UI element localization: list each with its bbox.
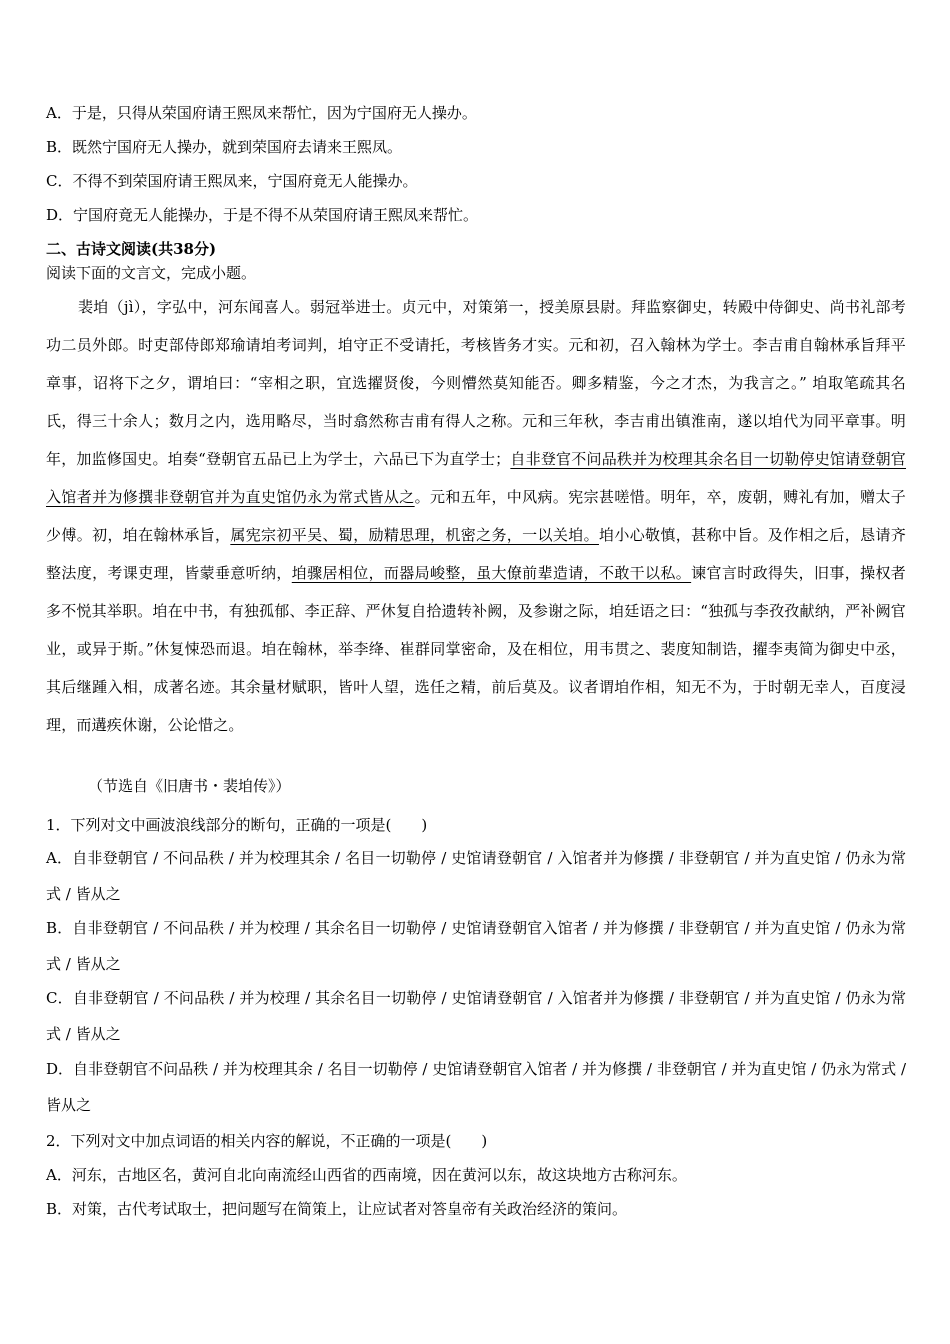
section-instruction: 阅读下面的文言文，完成小题。 <box>46 264 257 282</box>
question-2-option-a: A．河东，古地区名，黄河自北向南流经山西省的西南境，因在黄河以东，故这块地方古称河东。 <box>46 1166 687 1184</box>
passage-text-2: 。元和五年，中风病。宪宗甚嗟惜。明年，卒，废朝，赙礼有加，赠太子少傅。初，垍在翰林承旨， <box>46 488 906 544</box>
passage-text-1: 裴垍（jì），字弘中，河东闻喜人。弱冠举进士。贞元中，对策第一，授美原县尉。拜监察御史，转殿中侍御史、尚书礼部考功二员外郎。时吏部侍郎郑瑜请垍考词判，垍守正不受请托，考核皆务才实。元和初，召入翰林为学士。李吉甫自翰林承旨拜平章事，诏将下之夕，谓垍曰：“宰相之职，宜选擢贤俊，今则懵然莫知能否。卿多精鉴，今之才杰，为我言之。” 垍取笔疏其名氏，得三十余人；数月之内，选用略尽，当时翕然称吉甫有得人之称。元和三年秋，李吉甫出镇淮南，遂以垍代为同平章事。明年，加监修国史。垍奏“登朝官五品已上为学士，六品已下为直学士； <box>46 298 906 468</box>
passage-text-3: 垍小心敬慎，甚称中旨。及作相之后，恳请齐整法度，考课吏理，皆蒙垂意听纳， <box>46 526 906 582</box>
section-title: 二、古诗文阅读(共38分) <box>46 240 217 258</box>
passage-paragraph <box>46 288 906 744</box>
prev-option-a: A．于是，只得从荣国府请王熙凤来帮忙，因为宁国府无人操办。 <box>46 104 477 122</box>
question-1-option-d: D．自非登朝官不问品秩 / 并为校理其余 / 名目一切勒停 / 史馆请登朝官入馆者 / 并为修撰 / 非登朝官 / 并为直史馆 / 仍永为常式 / 皆从之 <box>46 1060 906 1114</box>
question-2-stem: 2．下列对文中加点词语的相关内容的解说，不正确的一项是( ) <box>46 1132 488 1150</box>
question-1-stem: 1．下列对文中画波浪线部分的断句，正确的一项是( ) <box>46 816 428 834</box>
passage-text-4: 谏官言时政得失，旧事，操权者多不悦其举职。垍在中书，有独孤郁、李正辞、严休复自拾遗转补阙，及参谢之际，垍廷语之曰：“独孤与李孜孜献纳，严补阙官业，或异于斯。”休复悚恐而退。垍在翰林，举李绛、崔群同掌密命，及在相位，用韦贯之、裴度知制诰，擢李夷简为御史中丞，其后继踵入相，成著名迹。其余量材赋职，皆叶人望，选任之精，前后莫及。议者谓垍作相，知无不为，于时朝无幸人，百度浸理，而遘疾休谢，公论惜之。 <box>46 564 907 734</box>
underlined-sentence-2: 垍骤居相位，而器局峻整，虽大僚前辈造请，不敢干以私。 <box>291 564 692 582</box>
prev-option-b: B．既然宁国府无人操办，就到荣国府去请来王熙凤。 <box>46 138 403 156</box>
passage-source: （节选自《旧唐书・裴垍传》） <box>88 777 291 795</box>
prev-option-d: D．宁国府竟无人能操办，于是不得不从荣国府请王熙凤来帮忙。 <box>46 206 479 224</box>
question-1-option-c: C．自非登朝官 / 不问品秩 / 并为校理 / 其余名目一切勒停 / 史馆请登朝官 / 入馆者并为修撰 / 非登朝官 / 并为直史馆 / 仍永为常式 / 皆从之 <box>46 989 906 1043</box>
question-2-option-b: B．对策，古代考试取士，把问题写在简策上，让应试者对答皇帝有关政治经济的策问。 <box>46 1200 628 1218</box>
wavy-underlined-sentence: 自非登官不问品秩并为校理其余名目一切勒停史馆请登朝官入馆者并为修撰非登朝官并为直史馆仍永为常式皆从之 <box>46 450 907 506</box>
question-1-option-b: B．自非登朝官 / 不问品秩 / 并为校理 / 其余名目一切勒停 / 史馆请登朝官入馆者 / 并为修撰 / 非登朝官 / 并为直史馆 / 仍永为常式 / 皆从之 <box>46 919 906 973</box>
classical-passage <box>46 288 906 744</box>
question-1-option-a: A．自非登朝官 / 不问品秩 / 并为校理其余 / 名目一切勒停 / 史馆请登朝官 / 入馆者并为修撰 / 非登朝官 / 并为直史馆 / 仍永为常式 / 皆从之 <box>46 849 906 903</box>
prev-option-c: C．不得不到荣国府请王熙凤来，宁国府竟无人能操办。 <box>46 172 418 190</box>
underlined-sentence-1: 属宪宗初平吴、蜀，励精思理，机密之务，一以关垍。 <box>230 526 599 544</box>
